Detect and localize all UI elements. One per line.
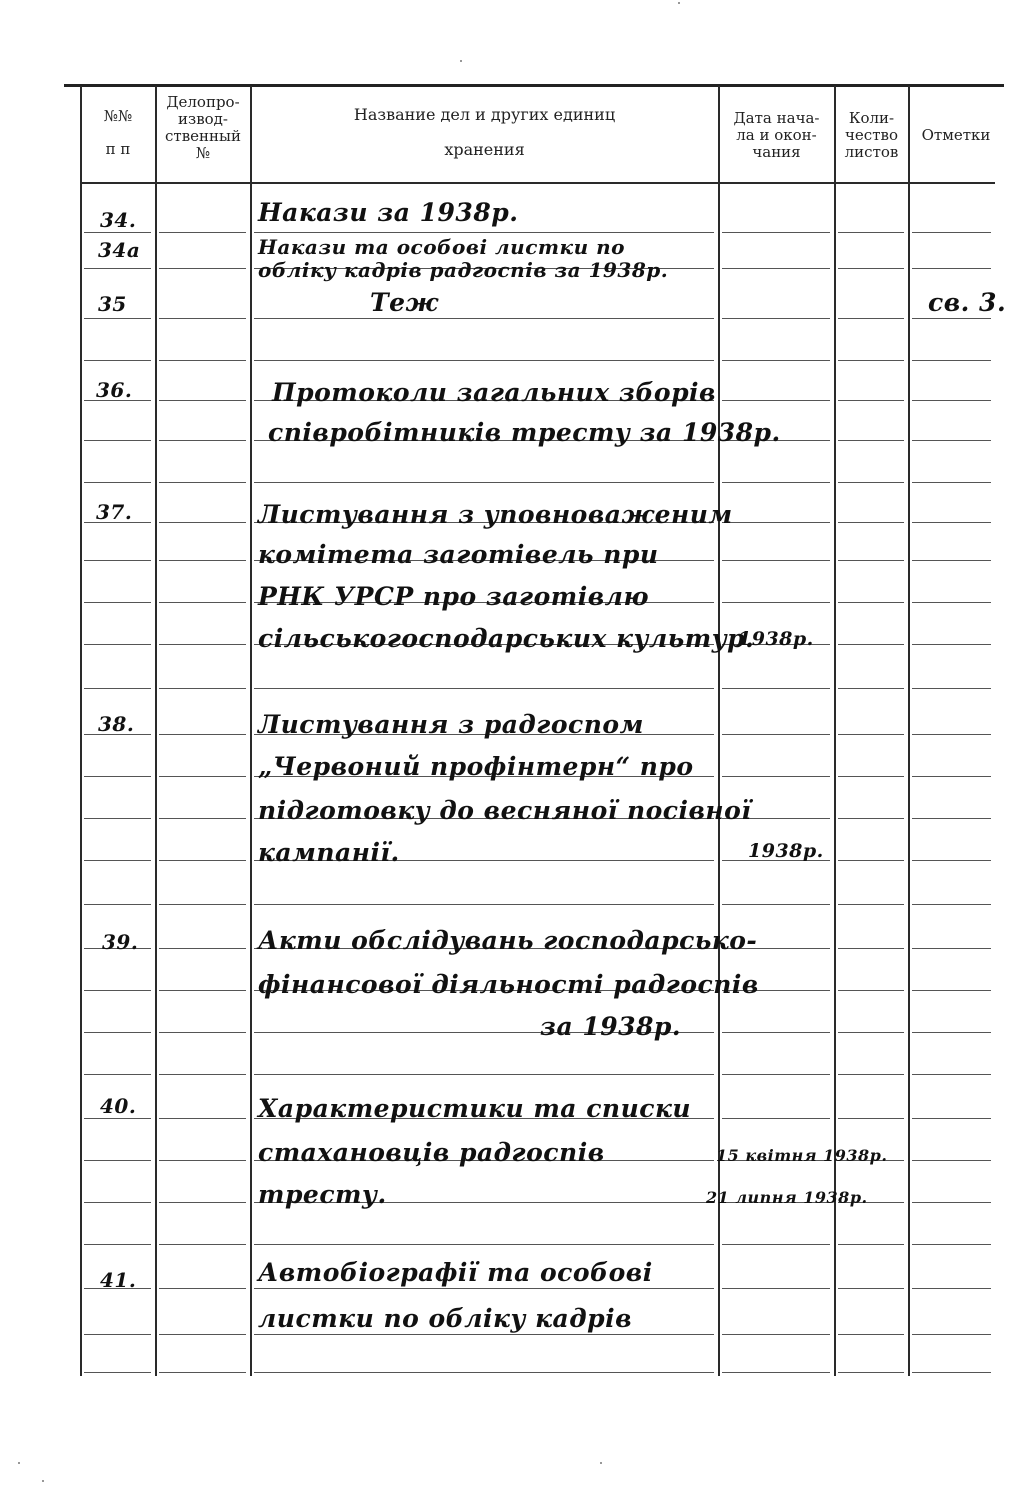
entry-number: 39. — [102, 930, 139, 954]
entry-title-line: співробітників тресту за 1938р. — [268, 418, 781, 447]
ruled-line — [912, 688, 991, 689]
ruled-line — [838, 560, 904, 561]
ruled-line — [912, 360, 991, 361]
ruled-line — [912, 400, 991, 401]
ruled-line — [838, 522, 904, 523]
ruled-line — [159, 1160, 246, 1161]
ruled-line — [838, 860, 904, 861]
ruled-line — [838, 1288, 904, 1289]
entry-title-line: Теж — [370, 288, 439, 317]
ruled-line — [722, 482, 830, 483]
ruled-line — [912, 990, 991, 991]
header-col-sheets: Коли- чество листов — [844, 109, 899, 161]
ruled-line — [722, 1288, 830, 1289]
ruled-line — [722, 1032, 830, 1033]
ruled-line — [159, 318, 246, 319]
ruled-line — [838, 1118, 904, 1119]
ruled-line — [254, 904, 714, 905]
entry-number: 40. — [100, 1094, 137, 1118]
ruled-line — [838, 776, 904, 777]
entry-number: 37. — [96, 500, 133, 524]
ruled-line — [84, 904, 151, 905]
ruled-line — [722, 360, 830, 361]
entry-title-line: кампанії. — [258, 838, 400, 867]
ruled-line — [254, 688, 714, 689]
ruled-line — [254, 482, 714, 483]
ruled-line — [912, 560, 991, 561]
entry-date-end: 21 липня 1938р. — [706, 1188, 868, 1207]
ruled-line — [159, 904, 246, 905]
ruled-line — [84, 1118, 151, 1119]
ruled-line — [159, 948, 246, 949]
ruled-line — [912, 776, 991, 777]
ruled-line — [912, 1118, 991, 1119]
header-col-office: Делопро- извод- ственный № — [165, 93, 241, 162]
entry-number: 35 — [98, 292, 127, 316]
header-col-title: Название дел и других единиц хранения — [353, 105, 616, 159]
ruled-line — [838, 268, 904, 269]
ruled-line — [84, 1202, 151, 1203]
ruled-line — [722, 318, 830, 319]
header-col-num: №№ п п — [103, 107, 133, 158]
ruled-line — [159, 1032, 246, 1033]
ruled-line — [84, 990, 151, 991]
ruled-line — [159, 1074, 246, 1075]
ruled-line — [912, 440, 991, 441]
ruled-line — [722, 1244, 830, 1245]
ruled-line — [159, 440, 246, 441]
ruled-line — [912, 1160, 991, 1161]
ruled-line — [254, 1288, 714, 1289]
ruled-line — [722, 268, 830, 269]
ruled-line — [722, 734, 830, 735]
entry-title-line: Акти обслідувань господарсько- — [258, 926, 758, 955]
top-rule — [64, 84, 1004, 87]
ruled-line — [912, 232, 991, 233]
ruled-line — [159, 268, 246, 269]
header-col-date: Дата нача- ла и окон- чания — [733, 109, 820, 161]
ruled-line — [912, 1334, 991, 1335]
ruled-line — [159, 644, 246, 645]
ruled-line — [912, 482, 991, 483]
column-divider-office — [250, 86, 252, 1376]
ruled-line — [838, 990, 904, 991]
ruled-line — [722, 1118, 830, 1119]
ruled-line — [722, 522, 830, 523]
ruled-line — [838, 644, 904, 645]
ruled-line — [254, 1244, 714, 1245]
ruled-line — [254, 318, 714, 319]
scan-speck — [42, 1480, 44, 1482]
entry-number: 38. — [98, 712, 135, 736]
ruled-line — [838, 1244, 904, 1245]
ruled-line — [722, 232, 830, 233]
ruled-line — [254, 1372, 714, 1373]
entry-title-line: РНК УРСР про заготівлю — [258, 582, 649, 611]
ruled-line — [912, 948, 991, 949]
ruled-line — [838, 232, 904, 233]
ruled-line — [838, 688, 904, 689]
ruled-line — [838, 1032, 904, 1033]
ruled-line — [912, 1202, 991, 1203]
ruled-line — [84, 1372, 151, 1373]
ruled-line — [84, 318, 151, 319]
ruled-line — [722, 400, 830, 401]
ruled-line — [838, 318, 904, 319]
ruled-line — [84, 1074, 151, 1075]
ruled-line — [838, 602, 904, 603]
ruled-line — [84, 1032, 151, 1033]
ruled-line — [159, 560, 246, 561]
column-divider-date — [834, 86, 836, 1376]
ruled-line — [84, 644, 151, 645]
ruled-line — [159, 1202, 246, 1203]
ruled-line — [159, 990, 246, 991]
entry-title-line: „Червоний профінтерн“ про — [258, 752, 694, 781]
ruled-line — [159, 232, 246, 233]
ruled-line — [838, 1372, 904, 1373]
ruled-line — [84, 776, 151, 777]
ruled-line — [254, 360, 714, 361]
entry-title-line: Накази за 1938р. — [258, 198, 519, 227]
ruled-line — [838, 818, 904, 819]
ruled-line — [838, 734, 904, 735]
ruled-line — [838, 948, 904, 949]
ruled-line — [84, 860, 151, 861]
ruled-line — [159, 360, 246, 361]
ruled-line — [84, 1160, 151, 1161]
entry-note: св. 3. — [928, 288, 1007, 317]
ruled-line — [912, 1288, 991, 1289]
scan-speck — [460, 60, 462, 62]
entry-title-line: підготовку до весняної посівної — [258, 796, 752, 825]
entry-number: 36. — [96, 378, 133, 402]
ruled-line — [838, 904, 904, 905]
ruled-line — [722, 1334, 830, 1335]
ruled-line — [84, 688, 151, 689]
column-divider-title — [718, 86, 720, 1376]
ruled-line — [838, 1074, 904, 1075]
ruled-line — [159, 1372, 246, 1373]
ruled-line — [159, 688, 246, 689]
ruled-line — [84, 360, 151, 361]
header-rule — [80, 182, 995, 184]
ruled-line — [912, 602, 991, 603]
ruled-line — [912, 1244, 991, 1245]
ruled-line — [838, 1334, 904, 1335]
ruled-line — [159, 522, 246, 523]
ruled-line — [159, 1334, 246, 1335]
entry-number: 34а — [98, 238, 141, 262]
ruled-line — [912, 522, 991, 523]
entry-title-line: комітета заготівель при — [258, 540, 659, 569]
ruled-line — [912, 1032, 991, 1033]
entry-date-start: 15 квітня 1938р. — [716, 1146, 888, 1165]
entry-title-line: Характеристики та списки — [258, 1094, 692, 1123]
ruled-line — [84, 1244, 151, 1245]
entry-title-line: стахановців радгоспів — [258, 1138, 605, 1167]
column-divider-sheets — [908, 86, 910, 1376]
ruled-line — [722, 602, 830, 603]
ruled-line — [84, 482, 151, 483]
header-col-notes: Отметки — [921, 126, 991, 144]
ruled-line — [838, 440, 904, 441]
ruled-line — [159, 818, 246, 819]
entry-title-line: Накази та особові листки по — [258, 235, 625, 259]
ruled-line — [912, 818, 991, 819]
entry-title-line: фінансової діяльності радгоспів — [258, 970, 759, 999]
ruled-line — [84, 1334, 151, 1335]
scan-speck — [678, 2, 680, 4]
ruled-line — [159, 1118, 246, 1119]
ruled-line — [912, 268, 991, 269]
entry-date: 1938р. — [738, 628, 814, 650]
entry-date: 1938р. — [748, 840, 824, 862]
ruled-line — [912, 644, 991, 645]
ruled-line — [912, 1074, 991, 1075]
ruled-line — [84, 232, 151, 233]
entry-title-line: Автобіографії та особові — [258, 1258, 653, 1287]
entry-title-line: сільськогосподарських культур. — [258, 624, 755, 653]
ruled-line — [84, 440, 151, 441]
ruled-line — [912, 860, 991, 861]
entry-title-line: обліку кадрів радгоспів за 1938р. — [258, 258, 669, 282]
ruled-line — [159, 1288, 246, 1289]
entry-title-line: Листування з уповноваженим — [258, 500, 733, 529]
ruled-line — [254, 232, 714, 233]
entry-number: 41. — [100, 1268, 137, 1292]
scan-speck — [600, 1462, 602, 1464]
ruled-line — [722, 688, 830, 689]
ruled-line — [159, 400, 246, 401]
entry-title-line: Протоколи загальних зборів — [272, 378, 716, 407]
column-divider-left — [80, 86, 82, 1376]
ruled-line — [912, 318, 991, 319]
ruled-line — [912, 904, 991, 905]
ruled-line — [84, 818, 151, 819]
ruled-line — [254, 1334, 714, 1335]
ruled-line — [912, 734, 991, 735]
ruled-line — [722, 1074, 830, 1075]
ruled-line — [159, 860, 246, 861]
ruled-line — [159, 776, 246, 777]
ruled-line — [84, 268, 151, 269]
ruled-line — [722, 904, 830, 905]
entry-title-line: за 1938р. — [540, 1012, 682, 1041]
ruled-line — [722, 776, 830, 777]
ruled-line — [159, 602, 246, 603]
entry-title-line: Листування з радгоспом — [258, 710, 644, 739]
ruled-line — [722, 560, 830, 561]
ruled-line — [159, 1244, 246, 1245]
ruled-line — [159, 734, 246, 735]
ruled-line — [254, 1074, 714, 1075]
ruled-line — [84, 560, 151, 561]
ruled-line — [912, 1372, 991, 1373]
entry-number: 34. — [100, 208, 137, 232]
ruled-line — [722, 1372, 830, 1373]
column-divider-num — [155, 86, 157, 1376]
entry-title-line: листки по обліку кадрів — [258, 1304, 632, 1333]
entry-title-line: тресту. — [258, 1180, 387, 1209]
ruled-line — [838, 400, 904, 401]
ruled-line — [159, 482, 246, 483]
scan-speck — [18, 1462, 20, 1464]
ruled-line — [838, 360, 904, 361]
ruled-line — [838, 482, 904, 483]
ruled-line — [84, 602, 151, 603]
